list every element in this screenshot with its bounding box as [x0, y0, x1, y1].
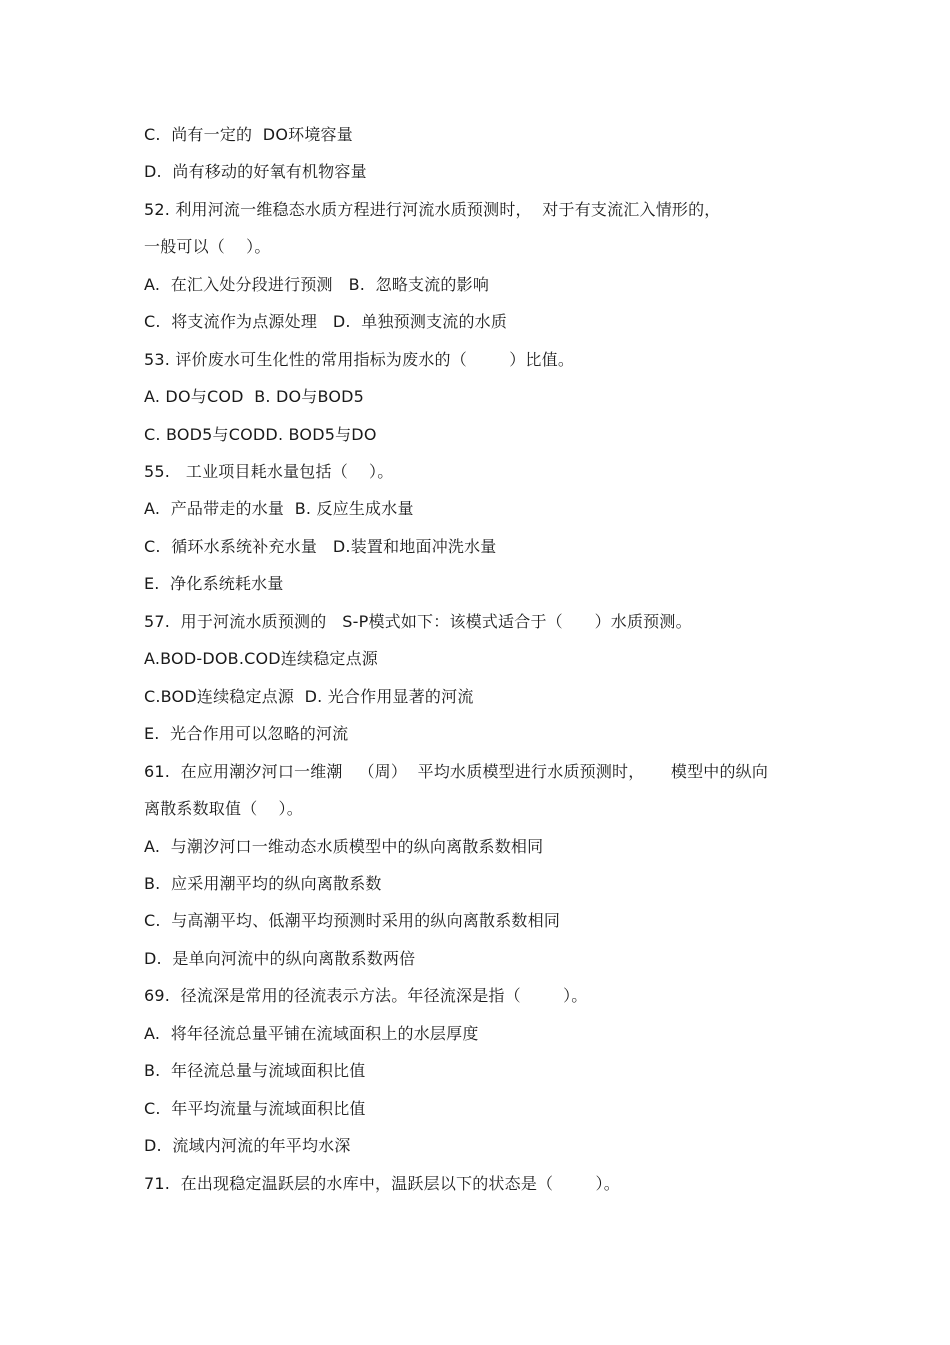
text-line: A.BOD-DOB.COD连续稳定点源 [144, 649, 378, 668]
text-line: C. 与高潮平均、低潮平均预测时采用的纵向离散系数相同 [144, 911, 561, 930]
text-line: A. 将年径流总量平铺在流域面积上的水层厚度 [144, 1024, 479, 1043]
text-line: C. BOD5与CODD. BOD5与DO [144, 425, 377, 444]
question-71: 71. 在出现稳定温跃层的水库中，温跃层以下的状态是（ ）。 [144, 1174, 620, 1193]
question-52: 52. 利用河流一维稳态水质方程进行河流水质预测时， 对于有支流汇入情形的， [144, 200, 721, 219]
question-61: 61. 在应用潮汐河口一维潮 （周） 平均水质模型进行水质预测时， 模型中的纵向 [144, 762, 769, 781]
text-line: D. 流域内河流的年平均水深 [144, 1136, 351, 1155]
text-line: C. 尚有一定的 DO环境容量 [144, 125, 353, 144]
text-line: A. DO与COD B. DO与BOD5 [144, 387, 365, 406]
question-57: 57. 用于河流水质预测的 S-P模式如下：该模式适合于（ ）水质预测。 [144, 612, 692, 631]
text-line: C. 循环水系统补充水量 D.装置和地面冲洗水量 [144, 537, 497, 556]
text-line: A. 在汇入处分段进行预测 B. 忽略支流的影响 [144, 275, 490, 294]
text-line: E. 净化系统耗水量 [144, 574, 284, 593]
text-line: A. 产品带走的水量 B. 反应生成水量 [144, 499, 414, 518]
question-53: 53. 评价废水可生化性的常用指标为废水的（ ）比值。 [144, 350, 575, 369]
question-69: 69. 径流深是常用的径流表示方法。年径流深是指（ ）。 [144, 986, 588, 1005]
text-line: A. 与潮汐河口一维动态水质模型中的纵向离散系数相同 [144, 837, 544, 856]
text-line: 离散系数取值（ ）。 [144, 799, 303, 818]
text-line: C. 年平均流量与流域面积比值 [144, 1099, 366, 1118]
question-55: 55. 工业项目耗水量包括（ ）。 [144, 462, 394, 481]
text-line: D. 是单向河流中的纵向离散系数两倍 [144, 949, 416, 968]
text-line: E. 光合作用可以忽略的河流 [144, 724, 349, 743]
text-line: C. 将支流作为点源处理 D. 单独预测支流的水质 [144, 312, 508, 331]
text-line: D. 尚有移动的好氧有机物容量 [144, 162, 367, 181]
text-line: 一般可以（ ）。 [144, 237, 271, 256]
text-line: C.BOD连续稳定点源 D. 光合作用显著的河流 [144, 687, 474, 706]
text-line: B. 年径流总量与流域面积比值 [144, 1061, 366, 1080]
text-line: B. 应采用潮平均的纵向离散系数 [144, 874, 382, 893]
